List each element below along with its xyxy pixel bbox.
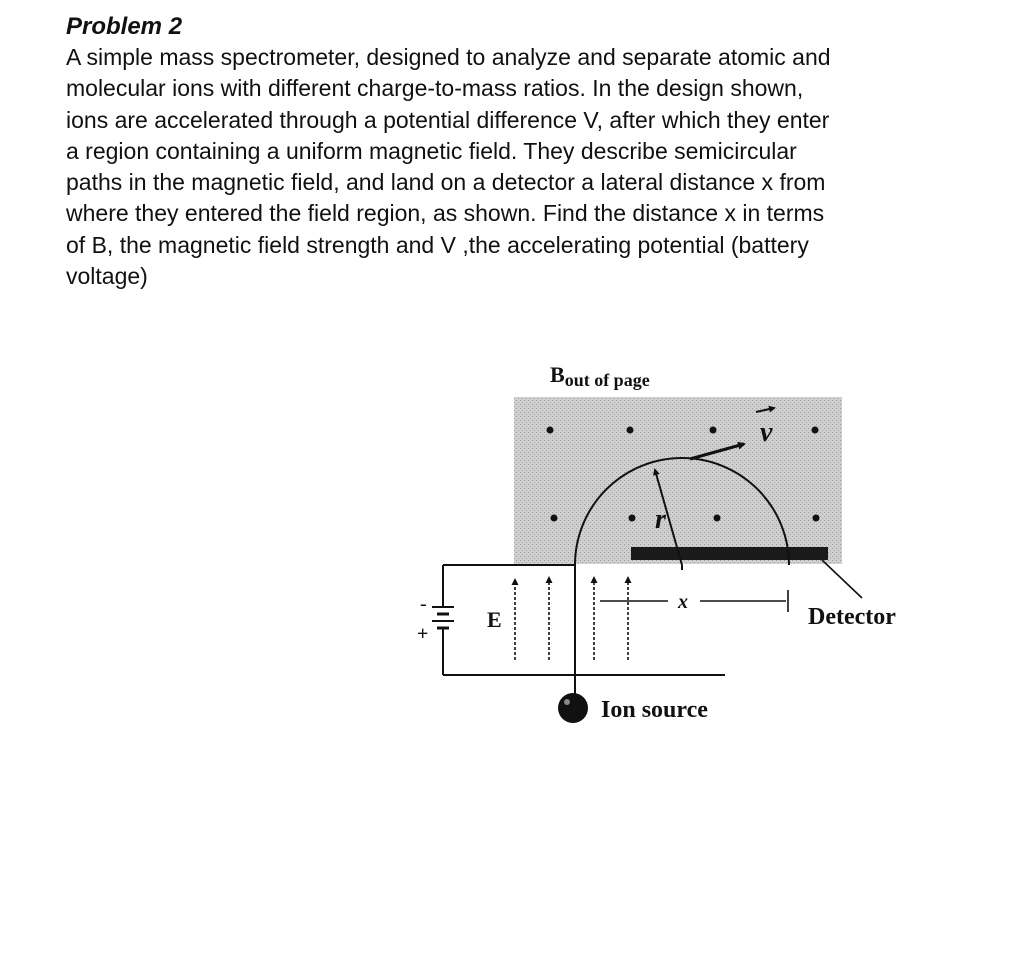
detector-leader <box>822 560 862 598</box>
circuit-wires <box>443 565 725 675</box>
magnetic-field-region <box>514 397 842 564</box>
problem-text-line: molecular ions with different charge-to-mass ratios. In the design shown, <box>66 75 804 102</box>
problem-text-line: voltage) <box>66 263 148 290</box>
ion-source <box>558 693 588 723</box>
problem-text-line: A simple mass spectrometer, designed to analyze and separate atomic and <box>66 44 831 70</box>
battery-plus-label: + <box>417 623 429 645</box>
b-label-subscript: out of page <box>564 370 650 390</box>
problem-text-line: of B, the magnetic field strength and V ,the accelerating potential (battery <box>66 231 809 258</box>
radius-label: r <box>655 504 666 535</box>
detector-plate <box>631 547 828 560</box>
battery-minus-label: - <box>420 593 427 615</box>
problem-text-line: paths in the magnetic field, and land on a detector a lateral distance x from <box>66 169 826 196</box>
velocity-label: v <box>760 417 773 448</box>
problem-text-line: a region containing a uniform magnetic field. They describe semicircular <box>66 137 797 164</box>
ion-source-label: Ion source <box>601 697 708 723</box>
battery <box>432 607 454 628</box>
problem-title: Problem 2 <box>66 13 183 40</box>
detector-label: Detector <box>808 604 896 630</box>
b-label-main: B <box>550 362 565 387</box>
ion-source-highlight <box>564 699 570 705</box>
b-label <box>550 362 650 390</box>
distance-label: x <box>678 591 688 613</box>
field-e-label: E <box>487 607 502 632</box>
problem-text-line: ions are accelerated through a potential difference V, after which they enter <box>66 106 830 133</box>
electric-field-arrows <box>515 578 628 660</box>
problem-text-line: where they entered the field region, as shown. Find the distance x in terms <box>66 200 825 227</box>
